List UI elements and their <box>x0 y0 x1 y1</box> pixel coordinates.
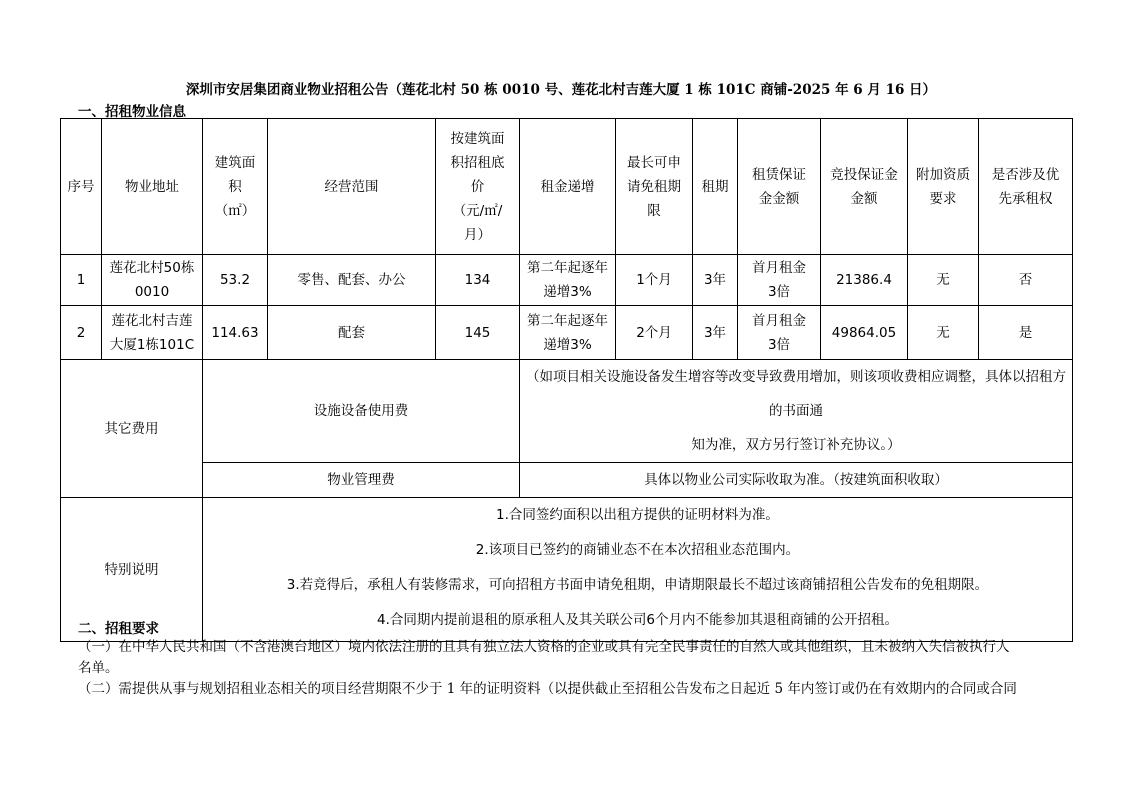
header-term: 租期 <box>693 119 738 255</box>
table-header-row <box>61 119 1073 255</box>
special-note-item: 4.合同期内提前退租的原承租人及其关联公司6个月内不能参加其退租商铺的公开招租。 <box>377 611 898 628</box>
cell-bid-deposit: 49864.05 <box>821 306 908 360</box>
requirement-1: （一）在中华人民共和国（不含港澳台地区）境内依法注册的且具有独立法人资格的企业或具有完全民事责任的自然人或其他组织，且未被纳入失信被执行人 名单。 <box>78 639 1010 676</box>
cell-bid-deposit: 21386.4 <box>821 255 908 306</box>
cell-qualification: 无 <box>908 255 979 306</box>
cell-priority: 是 <box>979 306 1073 360</box>
cell-no: 1 <box>61 255 102 306</box>
header-increase: 租金递增 <box>520 119 616 255</box>
header-qualification: 附加资质 要求 <box>908 119 979 255</box>
requirement-2: （二）需提供从事与规划招租业态相关的项目经营期限不少于 1 年的证明资料（以提供截止至招租公告发布之日起近 5 年内签订或仍在有效期内的合同或合同 <box>78 681 1017 697</box>
cell-scope: 配套 <box>268 306 436 360</box>
cell-qualification: 无 <box>908 306 979 360</box>
cell-free-period: 1个月 <box>616 255 693 306</box>
header-priority: 是否涉及优 先承租权 <box>979 119 1073 255</box>
header-address: 物业地址 <box>102 119 203 255</box>
cell-area: 114.63 <box>203 306 268 360</box>
special-note-item: 2.该项目已签约的商铺业态不在本次招租业态范围内。 <box>475 541 800 558</box>
cell-area: 53.2 <box>203 255 268 306</box>
cell-increase: 第二年起逐年 递增3% <box>520 255 616 306</box>
cell-priority: 否 <box>979 255 1073 306</box>
cell-address: 莲花北村吉莲 大厦1栋101C <box>102 306 203 360</box>
management-fee-label: 物业管理费 <box>203 463 520 498</box>
header-scope: 经营范围 <box>268 119 436 255</box>
cell-scope: 零售、配套、办公 <box>268 255 436 306</box>
cell-free-period: 2个月 <box>616 306 693 360</box>
special-notes-list <box>203 498 1073 642</box>
section-heading-requirements: 二、招租要求 <box>78 621 159 637</box>
special-notes-label: 特别说明 <box>61 498 203 642</box>
table-row <box>61 255 1073 306</box>
header-bid-deposit: 竞投保证金 金额 <box>821 119 908 255</box>
header-deposit: 租赁保证 金金额 <box>738 119 821 255</box>
cell-address: 莲花北村50栋 0010 <box>102 255 203 306</box>
other-fees-label: 其它费用 <box>61 360 203 498</box>
cell-price: 134 <box>436 255 520 306</box>
cell-increase: 第二年起逐年 递增3% <box>520 306 616 360</box>
cell-deposit: 首月租金 3倍 <box>738 255 821 306</box>
facility-fee-text: （如项目相关设施设备发生增容等改变导致费用增加，则该项收费相应调整，具体以招租方的书面通 知为准，双方另行签订补充协议。） <box>520 360 1073 463</box>
special-notes-row <box>61 498 1073 642</box>
other-fees-management-row <box>61 463 1073 498</box>
header-no: 序号 <box>61 119 102 255</box>
cell-term: 3年 <box>693 255 738 306</box>
page-title: 深圳市安居集团商业物业招租公告（莲花北村 50 栋 0010 号、莲花北村吉莲大厦 1 栋 101C 商铺-2025 年 6 月 16 日） <box>185 82 937 98</box>
header-area: 建筑面 积 （㎡） <box>203 119 268 255</box>
facility-fee-label: 设施设备使用费 <box>203 360 520 463</box>
header-price: 按建筑面 积招租底 价 （元/㎡/ 月） <box>436 119 520 255</box>
table-row <box>61 306 1073 360</box>
cell-deposit: 首月租金 3倍 <box>738 306 821 360</box>
cell-price: 145 <box>436 306 520 360</box>
special-note-item: 1.合同签约面积以出租方提供的证明材料为准。 <box>496 506 779 523</box>
header-free-period: 最长可申 请免租期 限 <box>616 119 693 255</box>
cell-no: 2 <box>61 306 102 360</box>
other-fees-facility-row <box>61 360 1073 463</box>
section-heading-property-info: 一、招租物业信息 <box>78 104 186 120</box>
management-fee-text: 具体以物业公司实际收取为准。（按建筑面积收取） <box>520 463 1073 498</box>
property-table <box>60 118 1073 642</box>
cell-term: 3年 <box>693 306 738 360</box>
special-note-item: 3.若竞得后，承租人有装修需求，可向招租方书面申请免租期，申请期限最长不超过该商铺招租公告发布的免租期限。 <box>286 576 989 593</box>
